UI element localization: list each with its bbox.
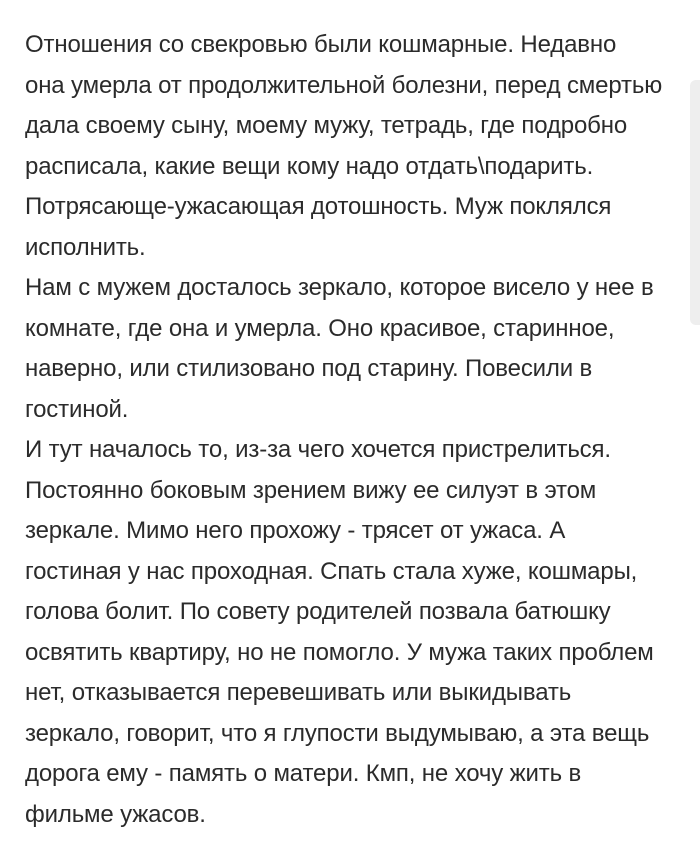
- post-text-line: наверно, или стилизовано под старину. Повесили в: [25, 355, 593, 382]
- post-body: [25, 25, 685, 835]
- post-text-line: зеркало, говорит, что я глупости выдумываю, а эта вещь: [25, 719, 650, 747]
- post-text-line: освятить квартиру, но не помогло. У мужа таких проблем: [25, 638, 654, 666]
- post-text-line: дорога ему - память о матери. Кмп, не хочу жить в: [25, 760, 582, 787]
- post-text-line: расписала, какие вещи кому надо отдать\подарить.: [25, 152, 594, 180]
- post-text-line: исполнить.: [25, 233, 146, 261]
- post-text-line: Потрясающе-ужасающая дотошность. Муж поклялся: [25, 193, 612, 220]
- post-text-line: фильме ужасов.: [25, 800, 206, 828]
- post-text-line: зеркале. Мимо него прохожу - трясет от ужаса. А: [25, 517, 566, 544]
- scrollbar-thumb[interactable]: [690, 80, 700, 325]
- post-text-line: И тут началось то, из-за чего хочется пристрелиться.: [25, 436, 611, 463]
- post-text-line: гостиной.: [25, 395, 129, 423]
- post-text-line: Нам с мужем досталось зеркало, которое висело у нее в: [25, 274, 654, 301]
- post-text-line: дала своему сыну, моему мужу, тетрадь, где подробно: [25, 112, 628, 139]
- post-text-line: гостиная у нас проходная. Спать стала хуже, кошмары,: [25, 557, 638, 585]
- post-text-line: комнате, где она и умерла. Оно красивое, старинное,: [25, 314, 615, 342]
- post-text-line: голова болит. По совету родителей позвала батюшку: [25, 598, 611, 625]
- post-text-line: Отношения со свекровью были кошмарные. Недавно: [25, 31, 617, 58]
- post-text-line: она умерла от продолжительной болезни, перед смертью: [25, 71, 663, 99]
- post-text-line: Постоянно боковым зрением вижу ее силуэт в этом: [25, 476, 597, 504]
- post-text-line: нет, отказывается перевешивать или выкидывать: [25, 679, 572, 706]
